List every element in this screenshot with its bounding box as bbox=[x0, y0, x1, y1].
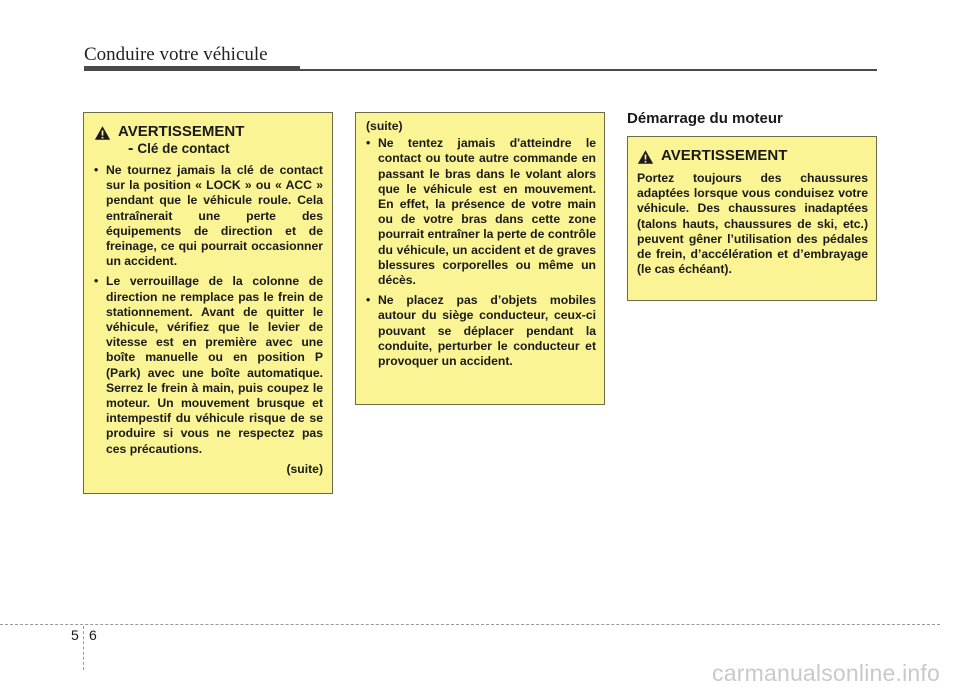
warning-item: • Le verrouillage de la colonne de direction ne remplace pas le frein de stationnement. Avant de quitter le véhicule, vérifiez que le levier de vitesse est en première avec une boîte manuelle ou en position P (Park) avec une boîte automatique. Serrez le frein à main, puis coupez le moteur. Un mouvement brusque et intempestif du véhicule risque de se produire si vous ne respectez pas ces précautions. bbox=[94, 274, 323, 456]
footer-section-number: 5 bbox=[71, 627, 79, 643]
warning-subtitle-text: Clé de contact bbox=[137, 141, 230, 156]
section-title: Démarrage du moteur bbox=[627, 110, 783, 127]
warning-title: AVERTISSEMENT bbox=[661, 147, 788, 164]
warning-triangle-icon bbox=[637, 149, 654, 165]
watermark-text: carmanualsonline.info bbox=[712, 660, 940, 686]
warning-box-footwear bbox=[627, 136, 877, 301]
warning-box-ignition-key bbox=[83, 112, 333, 494]
footer-page-number: 6 bbox=[89, 627, 97, 643]
continued-label: (suite) bbox=[286, 461, 323, 476]
footer-dashed-rule bbox=[0, 624, 940, 625]
warning-item: • Ne placez pas d’objets mobiles autour du siège conducteur, ceux-ci pouvant se déplacer pendant la conduite, perturber le conducteur et provoquer un accident. bbox=[366, 293, 596, 369]
warning-text: Portez toujours des chaussures adaptées lorsque vous conduisez votre véhicule. Des chaussures inadaptées (talons hauts, chaussures de ski, etc.) peuvent gêner l’utilisation des pédales de frein, d’accélération et d’embrayage (le cas échéant). bbox=[637, 171, 868, 277]
warning-header bbox=[637, 147, 868, 165]
warning-item: • Ne tournez jamais la clé de contact sur la position « LOCK » ou « ACC » pendant que le véhicule roule. Cela entraînerait une perte des équipements de direction et de freinage, ce qui pourrait occasionner un accident. bbox=[94, 163, 323, 269]
footer-dashed-divider bbox=[83, 626, 84, 670]
header-rule-thin bbox=[300, 69, 877, 71]
warning-subtitle: - Clé de contact bbox=[128, 140, 230, 157]
header-rule-thick bbox=[84, 66, 300, 71]
warning-box-continued bbox=[355, 112, 605, 405]
warning-header bbox=[94, 123, 323, 141]
warning-item: • Ne tentez jamais d'atteindre le contact ou toute autre commande en passant le bras dans le volant alors que le véhicule est en mouvement. En effet, la présence de votre main ou de votre bras dans cette zone pourrait entraîner la perte de contrôle du véhicule, un accident et de graves blessures corporelles ou même un décès. bbox=[366, 136, 596, 288]
warning-triangle-icon bbox=[94, 125, 111, 141]
warning-title: AVERTISSEMENT bbox=[118, 123, 245, 140]
warning-list bbox=[366, 136, 596, 369]
warning-list bbox=[94, 163, 323, 457]
page-header-title: Conduire votre véhicule bbox=[84, 44, 268, 65]
continued-label: (suite) bbox=[366, 119, 403, 133]
